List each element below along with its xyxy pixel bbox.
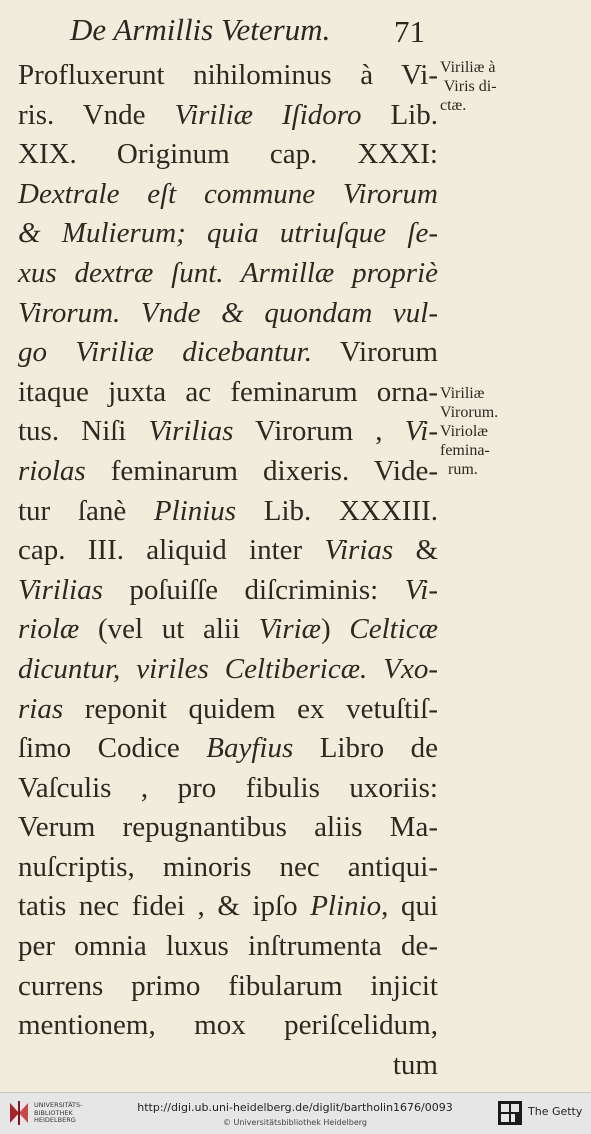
italic-run: Plinio (310, 890, 382, 923)
copyright-notice: © Universitätsbibliothek Heidelberg (222, 1118, 367, 1127)
text-run: Vaſculis , pro fibulis uxoriis: (18, 771, 438, 804)
margin-note-line: Viriliæ à (440, 59, 496, 76)
text-run: currens primo fibularum injicit (18, 969, 438, 1002)
text-run: feminarum dixeris. Vide- (85, 454, 438, 487)
text-line (18, 492, 438, 532)
text-run: tatis nec fidei , & ipſo (18, 890, 311, 923)
italic-run: Celticæ (349, 613, 438, 646)
text-run: Virorum , (233, 415, 405, 448)
text-line (18, 373, 438, 413)
text-run: Virorum (311, 336, 438, 369)
italic-run: Viriæ (258, 613, 322, 646)
margin-note-line: rum. (440, 461, 478, 478)
partner-name: The Getty (528, 1105, 583, 1118)
text-line (18, 175, 438, 215)
text-run: & (393, 534, 439, 567)
italic-run: dicuntur, viriles Celtibericæ. Vxo- (18, 652, 438, 685)
text-line (18, 887, 438, 927)
text-run: itaque juxta ac feminarum orna- (18, 375, 438, 408)
text-line (18, 769, 438, 809)
running-title: De Armillis Veterum. (70, 12, 331, 47)
text-run: mentionem, mox periſcelidum, (18, 1009, 438, 1042)
italic-run: Dextrale eſt commune Virorum (18, 177, 438, 210)
margin-note-viriolae (440, 384, 540, 479)
text-run: cap. III. aliquid inter (18, 534, 325, 567)
text-run: tur ſanè (18, 494, 154, 527)
text-run: ſimo Codice (18, 732, 207, 765)
italic-run: Plinius (153, 494, 237, 527)
italic-run: & Mulierum; quia utriuſque ſe- (18, 217, 438, 250)
text-line (18, 610, 438, 650)
margin-note-line: Viris di- (440, 78, 497, 95)
text-run: Verum repugnantibus aliis Ma- (18, 811, 438, 844)
permalink-url[interactable]: http://digi.ub.uni-heidelberg.de/diglit/bartholin1676/0093 (137, 1101, 453, 1114)
text-line (18, 967, 438, 1007)
italic-run: Vi- (404, 415, 438, 448)
text-line (18, 927, 438, 967)
italic-run: Virorum. Vnde & quondam vul- (18, 296, 438, 329)
margin-note-virilia (440, 58, 540, 115)
italic-run: Virilias (148, 415, 234, 448)
text-run: XIX. Originum cap. XXXI: (18, 138, 438, 171)
text-line (18, 848, 438, 888)
margin-note-line: femina- (440, 442, 490, 459)
text-line (18, 690, 438, 730)
text-line (18, 412, 438, 452)
text-run: ) (321, 613, 350, 646)
italic-run: Virilias (18, 573, 103, 606)
library-name: UNIVERSITÄTS- BIBLIOTHEK HEIDELBERG (34, 1101, 83, 1124)
text-line (18, 96, 438, 136)
viewer-footer (0, 1092, 591, 1134)
text-run: reponit quidem ex vetuſtiſ- (63, 692, 438, 725)
text-run: (vel ut alii (79, 613, 259, 646)
text-line (18, 214, 438, 254)
text-line (18, 1006, 438, 1046)
text-run: Libro de (293, 732, 438, 765)
text-line (18, 294, 438, 334)
italic-run: Viriliæ Iſidoro (174, 98, 362, 131)
italic-run: rias (18, 692, 64, 725)
italic-run: go Viriliæ dicebantur. (18, 336, 312, 369)
italic-run: Vi- (404, 573, 438, 606)
text-run: nuſcriptis, minoris nec antiqui- (18, 850, 438, 883)
margin-note-line: Viriolæ (440, 423, 488, 440)
text-line (18, 135, 438, 175)
text-run: Lib. (361, 98, 438, 131)
italic-run: xus dextræ ſunt. Armillæ propriè (18, 256, 438, 289)
italic-run: riolæ (18, 613, 80, 646)
text-line (18, 650, 438, 690)
getty-logo-icon (498, 1101, 522, 1125)
text-line (18, 531, 438, 571)
margin-note-line: Virorum. (440, 404, 499, 421)
margin-note-line: Viriliæ (440, 385, 485, 402)
italic-run: Virias (324, 534, 394, 567)
text-line (18, 254, 438, 294)
text-run: Lib. XXXIII. (236, 494, 439, 527)
margin-note-line: ctæ. (440, 97, 467, 114)
text-line (18, 1046, 438, 1086)
text-line (18, 729, 438, 769)
text-run: poſuiſſe diſcriminis: (102, 573, 405, 606)
text-run: , qui (381, 890, 438, 923)
body-text (18, 56, 438, 1085)
text-line (18, 571, 438, 611)
text-line (18, 452, 438, 492)
text-line (18, 808, 438, 848)
text-run: Profluxerunt nihilominus à Vi- (18, 59, 438, 91)
page-number: 71 (394, 14, 425, 49)
text-run: tum (392, 1048, 438, 1081)
university-library-logo-icon (8, 1099, 30, 1127)
text-line (18, 56, 438, 96)
italic-run: riolas (18, 454, 86, 487)
text-run: ris. Vnde (18, 98, 175, 131)
text-line (18, 333, 438, 373)
italic-run: Bayfius (206, 732, 294, 765)
text-run: per omnia luxus inſtrumenta de- (18, 930, 438, 963)
text-run: tus. Niſi (18, 415, 149, 448)
